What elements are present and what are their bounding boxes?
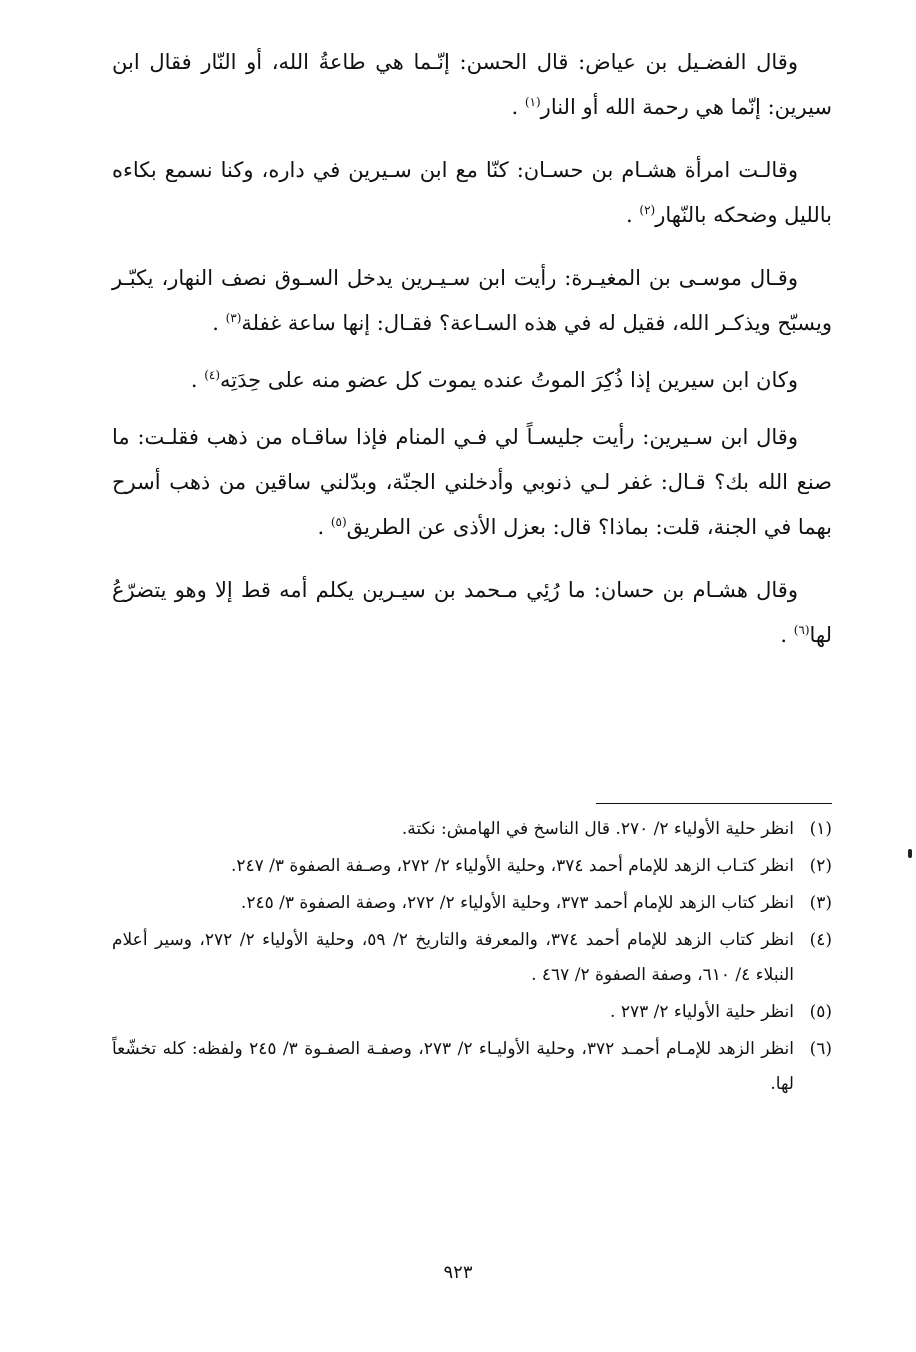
paragraph-end: . [212, 311, 226, 335]
footnotes [112, 812, 832, 1104]
footnote-1 [112, 812, 832, 847]
page-number: ٩٢٣ [443, 1262, 473, 1283]
paragraph-text: وقال هشـام بن حسان: ما رُئِي مـحمد بن سيـرين يكلم أمه قط إلا وهو يتضرّعُ لها [112, 578, 832, 647]
paragraph-end: . [190, 368, 205, 392]
paragraph-end: . [511, 95, 525, 119]
footnote-4 [112, 923, 832, 993]
footnote-separator [596, 803, 832, 804]
paragraph-2 [112, 148, 832, 238]
footnote-number: (٤) [809, 930, 832, 950]
paragraph-text: وقال ابن سـيرين: رأيت جليسـاً لي فـي المنام فإذا ساقـاه من ذهب فقلـت: ما صنع الله بك؟ قـال: غفر لـي ذنوبي وأدخلني الجنّة، وبدّلني ساقين من ذهب أسرح بهما في الجنة، قلت: بماذا؟ قال: بعزل الأذى عن الطريق [112, 425, 832, 539]
footnote-number: (٥) [809, 1002, 832, 1022]
main-text [112, 40, 832, 676]
footnote-text: انظر حلية الأولياء ٢/ ٢٧٠. قال الناسخ في الهامش: نكتة. [401, 819, 794, 839]
footnote-ref-2: (٢) [639, 203, 656, 217]
footnote-ref-3: (٣) [225, 311, 242, 325]
paragraph-end: . [626, 203, 640, 227]
footnote-text: انظر حلية الأولياء ٢/ ٢٧٣ . [610, 1002, 794, 1022]
paragraph-3 [112, 256, 832, 346]
footnote-text: انظر كتـاب الزهد للإمام أحمد ٣٧٤، وحلية الأولياء ٢/ ٢٧٢، وصـفة الصفوة ٣/ ٢٤٧. [230, 856, 794, 876]
paragraph-text: وقالـت امرأة هشـام بن حسـان: كنّا مع ابن سـيرين في داره، وكنا نسمع بكاءه بالليل وضحكه بالنّهار [112, 158, 832, 227]
paragraph-text: وقـال موسـى بن المغيـرة: رأيت ابن سـيـرين يدخل السـوق نصف النهار، يكبّـر ويسبّح ويذكـر الله، فقيل له في هذه السـاعة؟ فقـال: إنها ساعة غفلة [112, 266, 832, 335]
footnote-2 [112, 849, 832, 884]
footnote-3 [112, 886, 832, 921]
paragraph-end: . [317, 515, 331, 539]
scan-mark [908, 849, 912, 858]
footnote-number: (٢) [809, 856, 832, 876]
footnote-text: انظر الزهد للإمـام أحمـد ٣٧٢، وحلية الأوليـاء ٢/ ٢٧٣، وصفـة الصفـوة ٣/ ٢٤٥ ولفظه: كله تخشّعاً لها. [112, 1039, 795, 1094]
footnote-ref-1: (١) [524, 95, 541, 109]
footnote-5 [112, 995, 832, 1030]
paragraph-1 [112, 40, 832, 130]
footnote-ref-6: (٦) [793, 623, 810, 637]
footnote-6 [112, 1032, 832, 1102]
paragraph-text: وقال الفضـيل بن عياض: قال الحسن: إنّـما هي طاعةُ الله، أو النّار فقال ابن سيرين: إنّما هي رحمة الله أو النار [112, 50, 832, 119]
paragraph-end: . [780, 623, 794, 647]
paragraph-5 [112, 415, 832, 550]
footnote-text: انظر كتاب الزهد للإمام أحمد ٣٧٣، وحلية الأولياء ٢/ ٢٧٢، وصفة الصفوة ٣/ ٢٤٥. [240, 893, 794, 913]
paragraph-4 [112, 358, 832, 403]
footnote-number: (١) [809, 819, 832, 839]
footnote-ref-5: (٥) [330, 515, 347, 529]
footnote-ref-4: (٤) [204, 368, 221, 382]
footnote-number: (٦) [809, 1039, 832, 1059]
footnote-number: (٣) [809, 893, 832, 913]
paragraph-6 [112, 568, 832, 658]
footnote-text: انظر كتاب الزهد للإمام أحمد ٣٧٤، والمعرفة والتاريخ ٢/ ٥٩، وحلية الأولياء ٢/ ٢٧٢، وسير أعلام النبلاء ٤/ ٦١٠، وصفة الصفوة ٢/ ٤٦٧ . [112, 930, 795, 985]
paragraph-text: وكان ابن سيرين إذا ذُكِرَ الموتُ عنده يموت كل عضو منه على حِدَتِه [220, 368, 798, 392]
